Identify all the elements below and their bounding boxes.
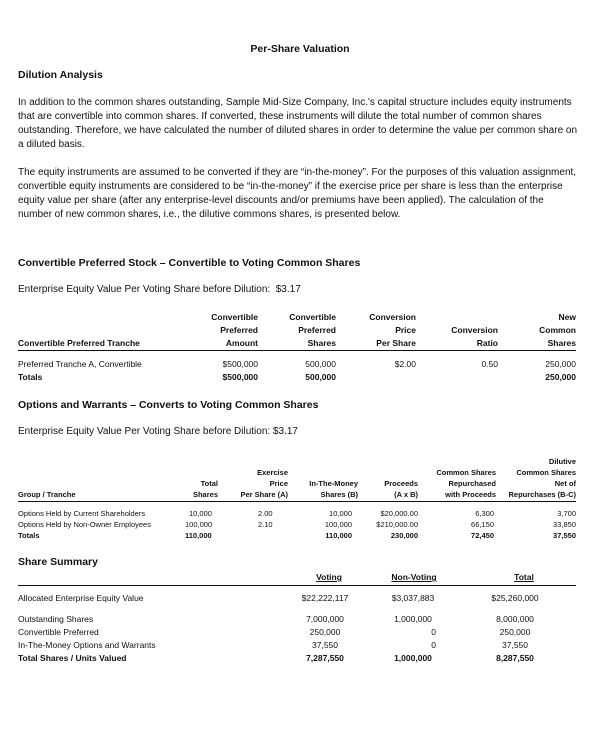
row-label: Total Shares / Units Valued [18, 653, 127, 663]
row-repurchased: 72,450 [471, 531, 494, 540]
row-shares: 500,000 [305, 359, 336, 369]
row-itm: 10,000 [329, 509, 352, 518]
row-name: Totals [18, 372, 43, 382]
preferred-col-new [510, 311, 576, 350]
row-amount: $500,000 [222, 372, 258, 382]
row-nonvoting: 0 [431, 627, 436, 637]
dilution-paragraph-2: The equity instruments are assumed to be converted if they are “in-the-money”. For the purposes of this valuation assignment, convertible equity instruments are considered to be “in-the-money” if the exercise price per share is less than the enterprise equity value per share (after any enterprise-level discounts and/or premiums have been applied). The calculation of the number of new common shares, i.e., the dilutive commons shares, is presented below. [18, 167, 577, 220]
row-total: 8,000,000 [496, 614, 534, 624]
hdr-line: Repurchased [448, 479, 496, 488]
row-price: $2.00 [394, 359, 416, 369]
preferred-heading: Convertible Preferred Stock – Convertible to Voting Common Shares [18, 257, 361, 269]
row-label: Allocated Enterprise Equity Value [18, 593, 144, 603]
row-new: 250,000 [545, 359, 576, 369]
options-col-repurchased [422, 467, 496, 500]
options-col-proceeds [360, 478, 418, 500]
options-ev-label [18, 426, 298, 437]
hdr-line: Per Share (A) [240, 490, 288, 499]
row-name: Options Held by Non-Owner Employees [18, 520, 151, 529]
row-exercise: 2.10 [258, 520, 273, 529]
hdr-line: Shares [547, 338, 576, 348]
row-proceeds: $210,000.00 [376, 520, 418, 529]
hdr-line: Amount [225, 338, 258, 348]
preferred-ev-value: $3.17 [275, 284, 301, 295]
hdr-line: Shares [192, 490, 218, 499]
row-itm: 110,000 [325, 531, 352, 540]
hdr-line: Conversion [451, 325, 498, 335]
hdr-line: Common Shares [516, 468, 576, 477]
row-label: In-The-Money Options and Warrants [18, 640, 156, 650]
hdr-line: Price [269, 479, 288, 488]
row-nonvoting: 0 [431, 640, 436, 650]
hdr-line: Total [200, 479, 218, 488]
row-exercise: 2.00 [258, 509, 273, 518]
hdr-line: Preferred [220, 325, 258, 335]
row-new: 250,000 [545, 372, 576, 382]
summary-col-nonvoting: Non-Voting [391, 572, 437, 582]
dilution-heading: Dilution Analysis [18, 69, 103, 81]
hdr-line: Common Shares [436, 468, 496, 477]
row-dilutive: 3,700 [557, 509, 576, 518]
hdr-line: Proceeds [384, 479, 418, 488]
hdr-line: Convertible [289, 312, 336, 322]
hdr-line: Per Share [376, 338, 416, 348]
preferred-col-amount [190, 311, 258, 350]
hdr-line: Dilutive [548, 457, 576, 466]
hdr-line: Exercise [257, 468, 288, 477]
preferred-ev-label-text: Enterprise Equity Value Per Voting Share before Dilution: [18, 284, 271, 295]
row-dilutive: 33,850 [553, 520, 576, 529]
row-total: 8,287,550 [496, 653, 534, 663]
options-ev-label-text: Enterprise Equity Value Per Voting Share before Dilution: [18, 426, 271, 437]
options-header-rule [18, 501, 576, 502]
row-nonvoting: 1,000,000 [394, 653, 432, 663]
row-voting: 7,000,000 [306, 614, 344, 624]
row-label: Convertible Preferred [18, 627, 99, 637]
row-nonvoting: $3,037,883 [391, 593, 435, 603]
options-col-itm [290, 478, 358, 500]
row-total: 250,000 [499, 627, 531, 637]
preferred-col-ratio [430, 324, 498, 350]
row-itm: 100,000 [324, 520, 352, 529]
row-voting: $22,222,117 [301, 593, 349, 603]
summary-col-voting: Voting [316, 572, 342, 582]
summary-header-rule [18, 585, 576, 586]
row-shares: 500,000 [305, 372, 336, 382]
row-proceeds: 230,000 [390, 531, 418, 540]
hdr-line: Shares [307, 338, 336, 348]
summary-heading: Share Summary [18, 556, 98, 568]
preferred-col-shares [268, 311, 336, 350]
row-name: Preferred Tranche A, Convertible [18, 359, 142, 369]
hdr-line: Common [539, 325, 576, 335]
hdr-line: In-The-Money [309, 479, 358, 488]
preferred-col-price [346, 311, 416, 350]
row-voting: 250,000 [309, 627, 341, 637]
row-name: Totals [18, 531, 40, 540]
row-repurchased: 6,300 [475, 509, 494, 518]
hdr-line: with Proceeds [445, 490, 496, 499]
row-repurchased: 66,150 [471, 520, 494, 529]
preferred-col-tranche: Convertible Preferred Tranche [18, 338, 140, 348]
row-nonvoting: 1,000,000 [394, 614, 432, 624]
dilution-paragraph-1: In addition to the common shares outstanding, Sample Mid-Size Company, Inc.'s capital structure includes equity instruments that are convertible into common shares. If converted, these instruments will dilute the total number of common shares outstanding. Therefore, we have calculated the number of diluted shares in order to determine the value per common share on a diluted basis. [18, 97, 578, 150]
options-col-exercise [222, 467, 288, 500]
row-name: Options Held by Current Shareholders [18, 509, 146, 518]
row-total: 37,550 [502, 640, 528, 650]
hdr-line: Repurchases (B-C) [508, 490, 576, 499]
hdr-line: Convertible [211, 312, 258, 322]
row-ratio: 0.50 [481, 359, 498, 369]
row-total: 10,000 [189, 509, 212, 518]
summary-col-total: Total [514, 572, 534, 582]
row-label: Outstanding Shares [18, 614, 94, 624]
preferred-ev-label [18, 284, 301, 295]
hdr-line: Ratio [476, 338, 498, 348]
options-col-total [160, 478, 218, 500]
hdr-line: (A x B) [394, 490, 418, 499]
hdr-line: Preferred [298, 325, 336, 335]
options-ev-value: $3.17 [272, 426, 298, 437]
page-title: Per-Share Valuation [250, 43, 350, 55]
options-heading: Options and Warrants – Converts to Voting Common Shares [18, 399, 319, 411]
row-voting: 37,550 [312, 640, 338, 650]
row-voting: 7,287,550 [306, 653, 344, 663]
hdr-line: New [558, 312, 576, 322]
hdr-line: Shares (B) [320, 490, 358, 499]
row-amount: $500,000 [222, 359, 258, 369]
row-dilutive: 37,550 [553, 531, 576, 540]
row-proceeds: $20,000.00 [380, 509, 418, 518]
options-col-dilutive [498, 456, 576, 500]
hdr-line: Net of [554, 479, 576, 488]
hdr-line: Conversion [369, 312, 416, 322]
options-col-group: Group / Tranche [18, 490, 76, 499]
row-total: $25,260,000 [491, 593, 539, 603]
row-total: 100,000 [185, 520, 213, 529]
row-total: 110,000 [185, 531, 212, 540]
hdr-line: Price [395, 325, 416, 335]
preferred-header-rule [18, 350, 576, 351]
